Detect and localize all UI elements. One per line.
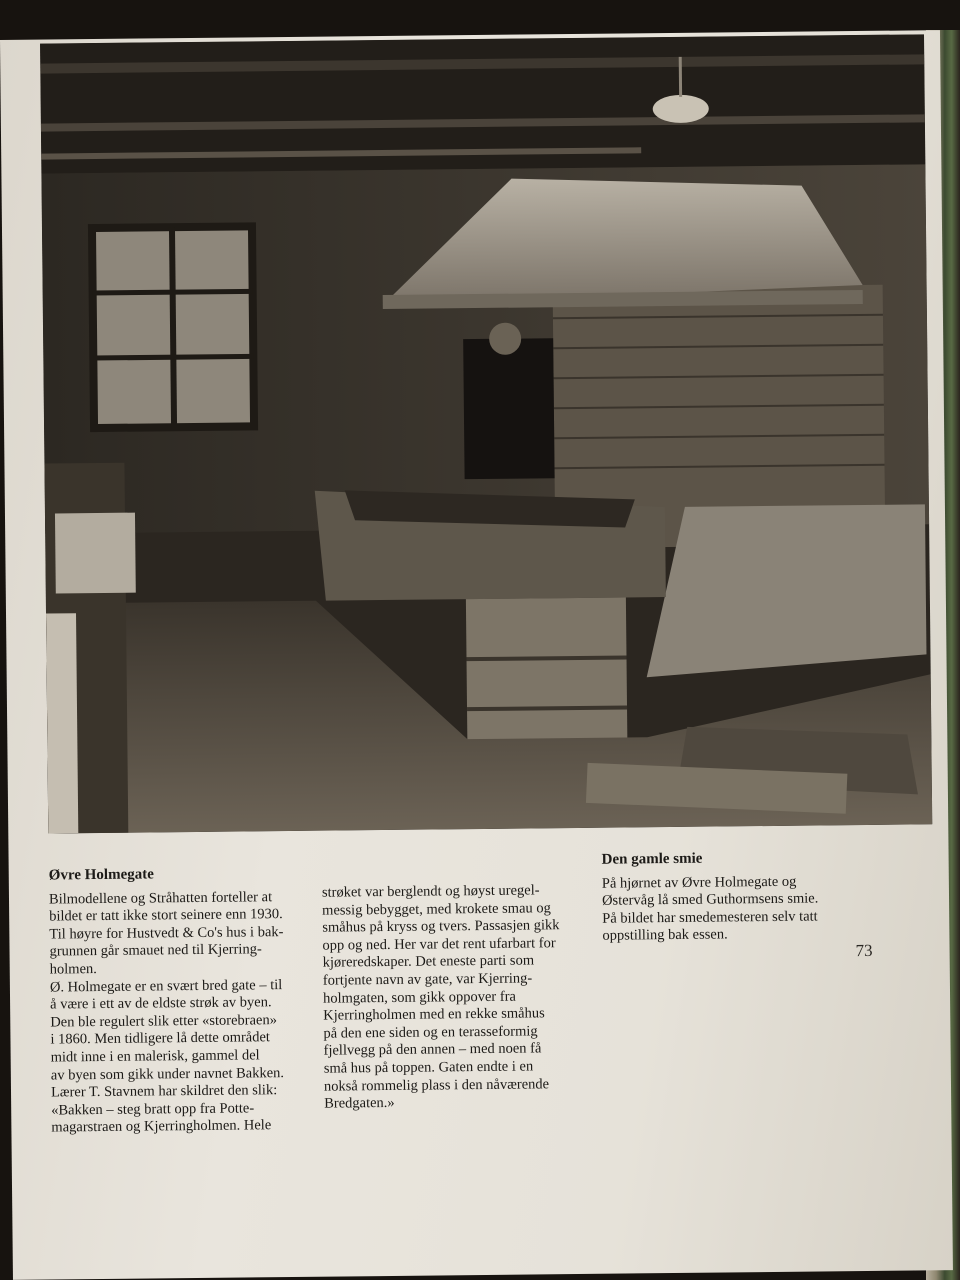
- left-text-column: [49, 865, 322, 1138]
- page-number: 73: [855, 940, 873, 961]
- middle-text-column: [322, 882, 594, 1114]
- forge-photograph: [40, 34, 932, 833]
- book-page: [0, 30, 953, 1280]
- section-heading-ovre-holmegate: Øvre Holmegate: [48, 866, 154, 884]
- middle-column-body: strøket var berglendt og høyst uregel- messig bebygget, med krokete smau og småhus på kryss og tvers. Passasjen gikk opp og ned. Her var det rent ufarbart for kjøreredskaper. Det eneste parti som fortjente navn av gate, var Kjerring- holmgaten, som gikk oppover fra Kjerringholmen med en rekke småhus på den ene siden og en terasseformig fjellvegg på den annen – med noen få små hus på toppen. Gaten endte i en nokså rommelig plass i den nåværende Bredgaten.»: [321, 882, 560, 1112]
- forge-photo-drawing: [40, 34, 932, 833]
- right-column-body: På hjørnet av Øvre Holmegate og Østervåg lå smed Guthormsens smie. På bildet har smedemesteren selv tatt oppstilling bak essen.: [601, 873, 819, 945]
- section-heading-den-gamle-smie: Den gamle smie: [601, 850, 703, 868]
- right-text-column: [602, 849, 875, 946]
- left-column-body: Bilmodellene og Stråhatten forteller at bildet er tatt ikke stort seinere enn 1930. Til høyre for Hustvedt & Co's hus i bak- grunnen går smauet ned til Kjerring- holmen. Ø. Holmegate er en svært bred gate – til å være i ett av de eldste strøk av byen. Den ble regulert slik etter «storebraen» i 1860. Men tidligere lå dette området midt inne i en malerisk, gammel del av byen som gikk under navnet Bakken. Lærer T. Stavnem har skildret den slik: «Bakken – steg bratt opp fra Potte- magarstraen og Kjerringholmen. Hele: [48, 888, 285, 1136]
